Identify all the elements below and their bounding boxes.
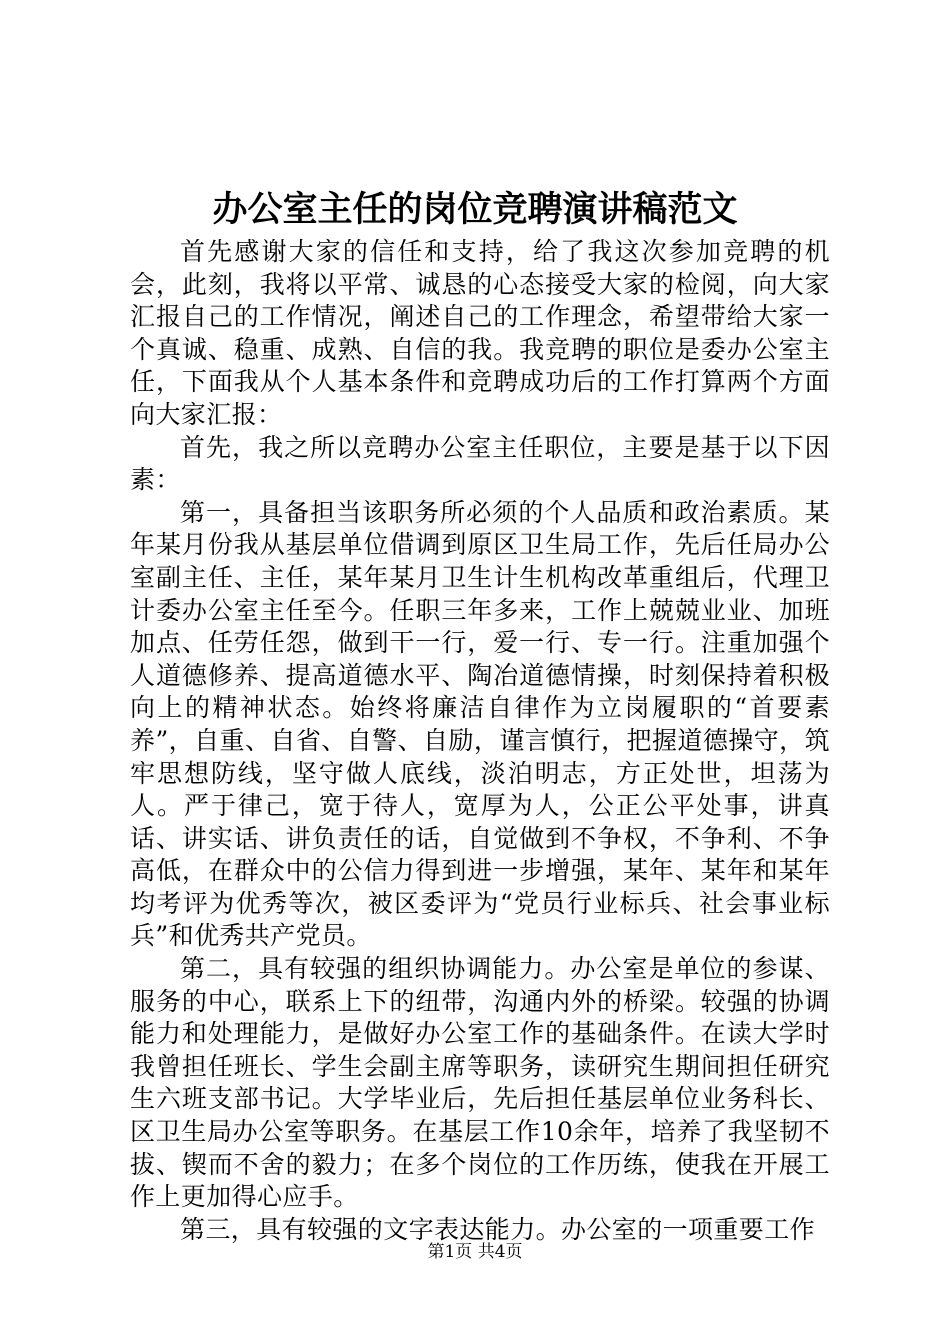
paragraph-first-point: 第一，具备担当该职务所必须的个人品质和政治素质。某年某月份我从基层单位借调到原区卫生局工作，先后任局办公室副主任、主任，某年某月卫生计生机构改革重组后，代理卫计委办公室主任至今。任职三年多来，工作上兢兢业业、加班加点、任劳任怨，做到干一行，爱一行、专一行。注重加强个人道德修养、提高道德水平、陶冶道德情操，时刻保持着积极向上的精神状态。始终将廉洁自律作为立岗履职的“首要素养”，自重、自省、自警、自励，谨言慎行，把握道德操守，筑牢思想防线，坚守做人底线，淡泊明志，方正处世，坦荡为人。严于律己，宽于待人，宽厚为人，公正公平处事，讲真话、讲实话、讲负责任的话，自觉做到不争权，不争利、不争高低，在群众中的公信力得到进一步增强，某年、某年和某年均考评为优秀等次，被区委评为“党员行业标兵、社会事业标兵”和优秀共产党员。 [130,497,830,951]
page-number-footer: 第1页 共4页 [427,1242,523,1262]
paragraph-reasons-intro: 首先，我之所以竞聘办公室主任职位，主要是基于以下因素： [130,432,830,495]
document-title: 办公室主任的岗位竞聘演讲稿范文 [212,189,738,230]
paragraph-second-point: 第二，具有较强的组织协调能力。办公室是单位的参谋、服务的中心，联系上下的纽带，沟通内外的桥梁。较强的协调能力和处理能力，是做好办公室工作的基础条件。在读大学时我曾担任班长、学生会副主席等职务，读研究生期间担任研究生六班支部书记。大学毕业后，先后担任基层单位业务科长、区卫生局办公室等职务。在基层工作10余年，培养了我坚韧不拔、锲而不舍的毅力；在多个岗位的工作历练，使我在开展工作上更加得心应手。 [130,954,830,1212]
document-body [130,236,830,1246]
paragraph-intro: 首先感谢大家的信任和支持，给了我这次参加竞聘的机会，此刻，我将以平常、诚恳的心态接受大家的检阅，向大家汇报自己的工作情况，阐述自己的工作理念，希望带给大家一个真诚、稳重、成熟、自信的我。我竞聘的职位是委办公室主任，下面我从个人基本条件和竞聘成功后的工作打算两个方面向大家汇报： [130,237,830,429]
paragraph-third-point: 第三，具有较强的文字表达能力。办公室的一项重要工作 [180,1214,816,1244]
